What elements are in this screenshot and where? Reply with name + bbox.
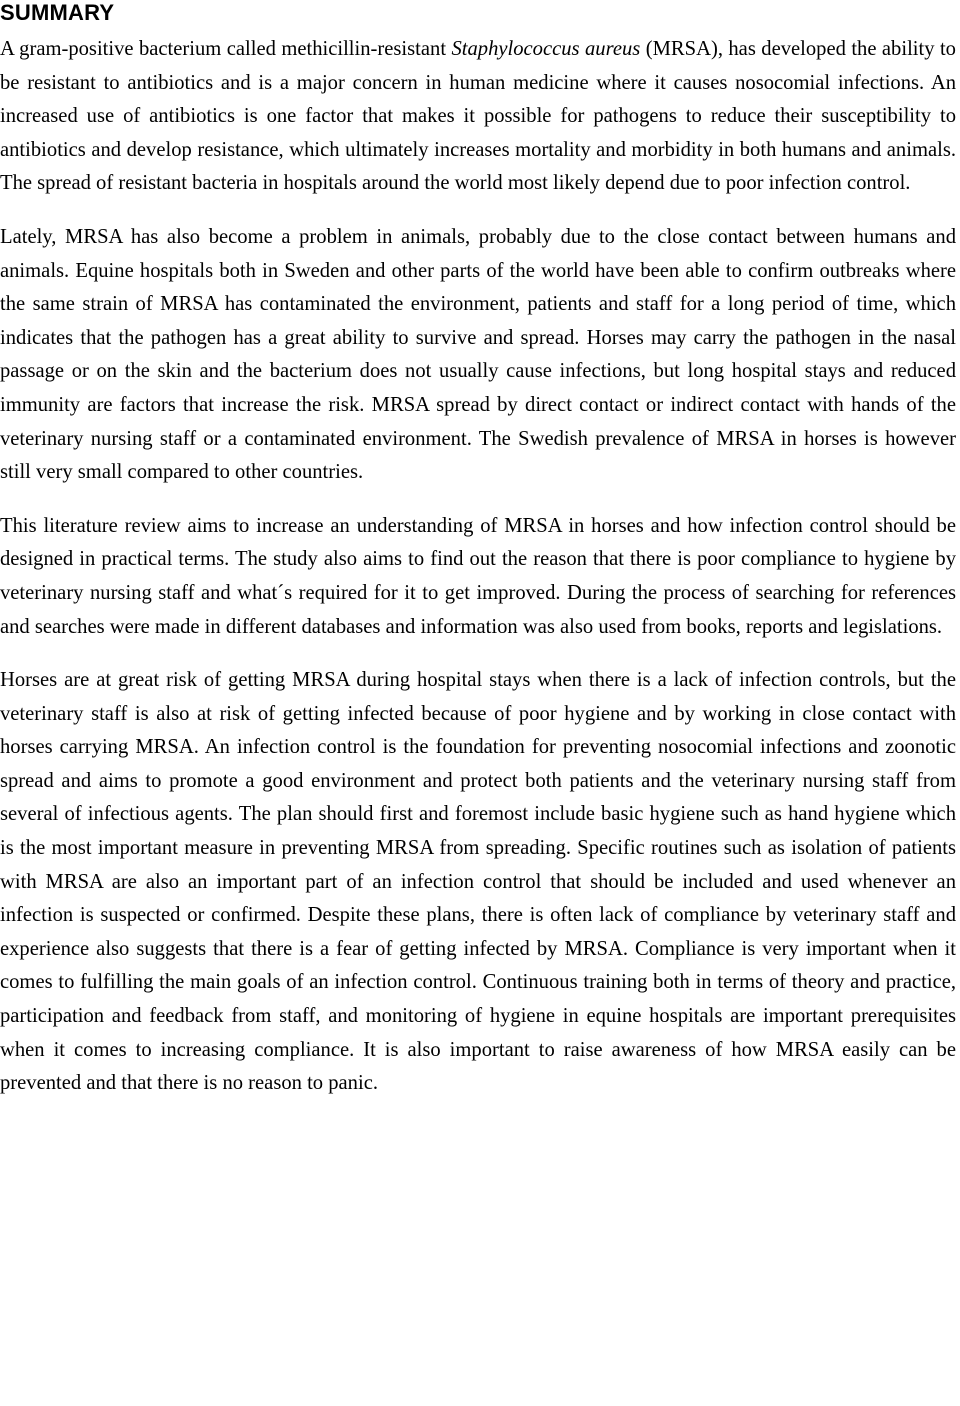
summary-paragraph-2: Lately, MRSA has also become a problem in animals, probably due to the close contact between humans and animals. Equine hospitals both in Sweden and other parts of the world have been able to confirm outbreaks where the same strain of MRSA has contaminated the environment, patients and staff for a long period of time, which indicates that the pathogen has a great ability to survive and spread. Horses may carry the pathogen in the nasal passage or on the skin and the bacterium does not usually cause infections, but long hospital stays and reduced immunity are factors that increase the risk. MRSA spread by direct contact or indirect contact with hands of the veterinary nursing staff or a contaminated environment. The Swedish prevalence of MRSA in horses is however still very small compared to other countries. [0, 225, 956, 484]
species-name: Staphylococcus aureus [451, 38, 641, 60]
paragraph-1-text-start: A gram-positive bacterium called methicillin-resistant [0, 38, 452, 60]
summary-paragraph-4: Horses are at great risk of getting MRSA during hospital stays when there is a lack of infection controls, but the veterinary staff is also at risk of getting infected because of poor hygiene and by working in close contact with horses carrying MRSA. An infection control is the foundation for preventing nosocomial infections and zoonotic spread and aims to promote a good environment and protect both patients and the veterinary nursing staff from several of infectious agents. The plan should first and foremost include basic hygiene such as hand hygiene which is the most important measure in preventing MRSA from spreading. Specific routines such as isolation of patients with MRSA are also an important part of an infection control that should be included and used whenever an infection is suspected or confirmed. Despite these plans, there is often lack of compliance by veterinary staff and experience also suggests that there is a fear of getting infected by MRSA. Compliance is very important when it comes to fulfilling the main goals of an infection control. Continuous training both in terms of theory and practice, participation and feedback from staff, and monitoring of hygiene in equine hospitals are important prerequisites when it comes to increasing compliance. It is also important to raise awareness of how MRSA easily can be prevented and that there is no reason to panic. [0, 669, 956, 1095]
paragraph-1-text-end: (MRSA), has developed the ability to be resistant to antibiotics and is a major concern in human medicine where it causes nosocomial infections. An increased use of antibiotics is one factor that makes it possible for pathogens to reduce their susceptibility to antibiotics and develop resistance, which ultimately increases mortality and morbidity in both humans and animals. The spread of resistant bacteria in hospitals around the world most likely depend due to poor infection control. [0, 38, 956, 195]
section-heading: SUMMARY [0, 0, 115, 25]
summary-paragraph-1 [0, 33, 956, 201]
summary-paragraph-3: This literature review aims to increase an understanding of MRSA in horses and how infection control should be designed in practical terms. The study also aims to find out the reason that there is poor compliance to hygiene by veterinary nursing staff and what´s required for it to get improved. During the process of searching for references and searches were made in different databases and information was also used from books, reports and legislations. [0, 514, 956, 638]
